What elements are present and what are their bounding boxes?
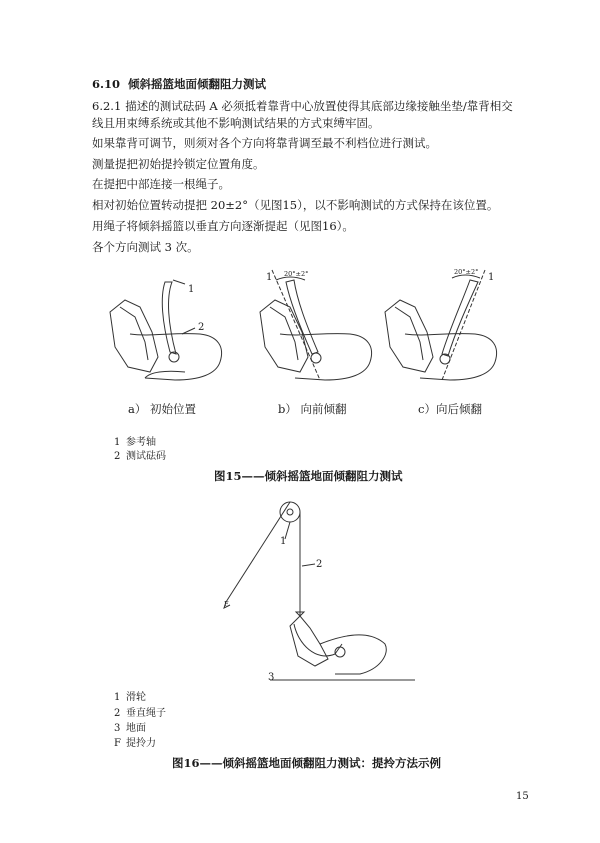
callout-3-fig16: 3 [268, 672, 275, 683]
carrier-drawing-lifted [270, 612, 415, 680]
figure15-illustration [90, 262, 530, 397]
paragraph-line: 各个方向测试 3 次。 [92, 240, 199, 254]
carrier-drawing-a [110, 280, 222, 380]
carrier-drawing-b [260, 270, 372, 380]
legend-number: F [114, 738, 121, 749]
legend-number: 3 [114, 723, 121, 734]
figure16-legend-item [114, 738, 156, 750]
angle-label-b: 20°±2° [284, 270, 309, 278]
subsection-number: 6.2.1 [92, 99, 122, 113]
section-number: 6.10 [92, 77, 121, 91]
figure16-legend-item [114, 692, 146, 704]
paragraph-line: 用绳子将倾斜摇篮以垂直方向逐渐提起（见图16）。 [92, 219, 354, 233]
callout-2-a: 2 [198, 322, 205, 333]
legend-text: 测试砝码 [126, 451, 166, 462]
legend-text: 提拎力 [126, 738, 156, 749]
section-title: 倾斜摇篮地面倾翻阻力测试 [128, 77, 267, 91]
figure15-caption: 图15——倾斜摇篮地面倾翻阻力测试 [214, 469, 403, 483]
paragraph-line: 线且用束缚系统或其他不影响测试结果的方式束缚牢固。 [92, 116, 380, 130]
figure16-illustration [220, 494, 420, 686]
carrier-drawing-c [385, 270, 497, 380]
pulley-drawing [224, 502, 315, 616]
figure15-sublabel-b: b） 向前倾翻 [278, 402, 347, 416]
figure16-legend-item [114, 708, 166, 720]
angle-label-c: 20°±2° [454, 268, 479, 276]
paragraph-line: 在提把中部连接一根绳子。 [92, 177, 230, 191]
callout-1-a: 1 [188, 284, 195, 295]
figure15-sublabel-a: a） 初始位置 [128, 402, 197, 416]
legend-number: 2 [114, 708, 121, 719]
legend-number: 1 [114, 692, 121, 703]
figure16-legend-item [114, 723, 146, 735]
legend-text: 参考轴 [126, 437, 156, 448]
section-heading [92, 77, 266, 91]
figure15-legend-item [114, 451, 166, 463]
callout-1-c: 1 [488, 272, 495, 283]
paragraph-line: 如果靠背可调节，则须对各个方向将靠背调至最不利档位进行测试。 [92, 136, 437, 150]
callout-f-fig16: F [224, 600, 229, 608]
legend-number: 2 [114, 451, 121, 462]
legend-text: 地面 [126, 723, 146, 734]
paragraph-line: 相对初始位置转动提把 20±2°（见图15），以不影响测试的方式保持在该位置。 [92, 198, 499, 212]
callout-1-b: 1 [266, 272, 273, 283]
figure15-legend-item [114, 437, 156, 449]
figure15-sublabel-c: c）向后倾翻 [418, 402, 482, 416]
callout-2-fig16: 2 [316, 559, 323, 570]
legend-text: 垂直绳子 [126, 708, 166, 719]
callout-1-fig16: 1 [280, 536, 287, 547]
figure16-caption: 图16——倾斜摇篮地面倾翻阻力测试：提拎方法示例 [172, 756, 442, 770]
legend-text: 滑轮 [126, 692, 146, 703]
subsection-text: 描述的测试砝码 A 必须抵着靠背中心放置使得其底部边缘接触坐垫/靠背相交 [125, 99, 513, 113]
paragraph-line: 测量提把初始提拎锁定位置角度。 [92, 157, 265, 171]
page-number: 15 [516, 791, 529, 802]
legend-number: 1 [114, 437, 121, 448]
subsection-line [92, 99, 513, 113]
